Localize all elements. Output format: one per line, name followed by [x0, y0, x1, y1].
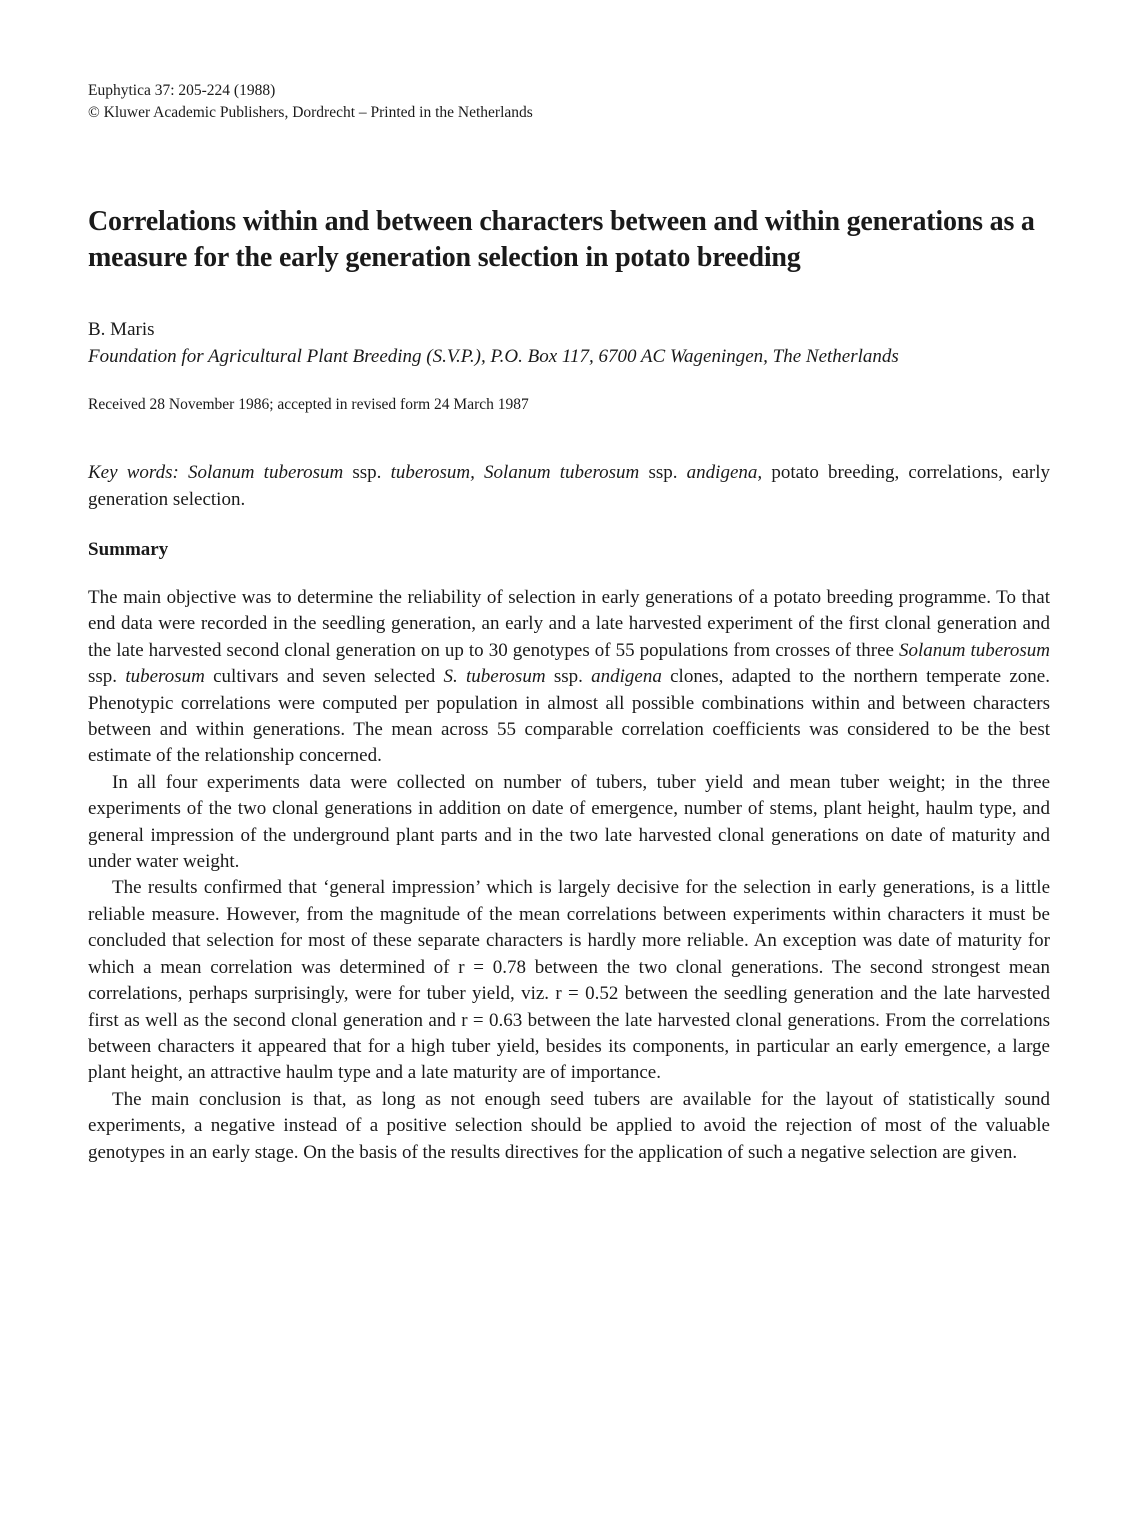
summary-paragraph-4: The main conclusion is that, as long as not enough seed tubers are available for the layout of statistically sound experiments, a negative instead of a positive selection should be applied to avoid the rejection of most of the valuable genotypes in an early stage. On the basis of the results directives for the application of such a negative selection are given.: [88, 1088, 1050, 1163]
summary-paragraph-1: The main objective was to determine the reliability of selection in early generations of a potato breeding programme. To that end data were recorded in the seedling generation, an early and a late harvested experiment of the first clonal generation and the late harvested second clonal generation on up to 30 genotypes of 55 populations from crosses of three Solanum tuberosum ssp. tuberosum cultivars and seven selected S. tuberosum ssp. andigena clones, adapted to the northern temperate zone. Phenotypic correlations were computed per population in almost all possible combinations within and between characters between and within generations. The mean across 55 comparable correlation coefficients was considered to be the best estimate of the relationship concerned.: [88, 587, 1050, 767]
summary-paragraph-3: The results confirmed that ‘general impression’ which is largely decisive for the selection in early generations, is a little reliable measure. However, from the magnitude of the mean correlations between experiments within characters it must be concluded that selection for most of these separate characters is hardly more reliable. An exception was date of maturity for which a mean correlation was determined of r = 0.78 between the two clonal generations. The second strongest mean correlations, perhaps surprisingly, were for tuber yield, viz. r = 0.52 between the seedling generation and the late harvested first as well as the second clonal generation and r = 0.63 between the late harvested clonal generations. From the correlations between characters it appeared that for a high tuber yield, besides its components, in particular an early emergence, a large plant height, an attractive haulm type and a late maturity are of importance.: [88, 877, 1050, 1084]
keywords: [88, 459, 1050, 513]
keyword-term: Solanum tuberosum: [188, 462, 344, 483]
author-name: B. Maris: [88, 319, 155, 340]
summary-body: [88, 585, 1050, 1166]
journal-citation: Euphytica 37: 205-224 (1988): [88, 82, 276, 99]
summary-heading: Summary: [88, 539, 169, 560]
received-dates: Received 28 November 1986; accepted in revised form 24 March 1987: [88, 396, 529, 413]
copyright-notice: © Kluwer Academic Publishers, Dordrecht – Printed in the Netherlands: [88, 104, 533, 121]
journal-header: [88, 80, 1050, 124]
paper-page: [88, 80, 1050, 1166]
summary-paragraph-2: In all four experiments data were collected on number of tubers, tuber yield and mean tuber weight; in the three experiments of the two clonal generations in addition on date of emergence, number of stems, plant height, haulm type, and general impression of the underground plant parts and in the two late harvested clonal generations on date of maturity and under water weight.: [88, 771, 1050, 873]
keyword-term: andigena,: [686, 462, 763, 483]
keyword-term: tuberosum, Solanum tuberosum: [390, 462, 640, 483]
keyword-text: ssp.: [639, 462, 687, 483]
keywords-label: Key words:: [88, 462, 179, 483]
article-title: Correlations within and between characters between and within generations as a measure for the early generation selection in potato breeding: [88, 206, 1035, 273]
author-affiliation: Foundation for Agricultural Plant Breeding (S.V.P.), P.O. Box 117, 6700 AC Wageningen, The Netherlands: [88, 346, 899, 367]
keyword-text: potato breeding, correlations, early generation selection.: [88, 462, 1050, 510]
keyword-text: ssp.: [343, 462, 391, 483]
